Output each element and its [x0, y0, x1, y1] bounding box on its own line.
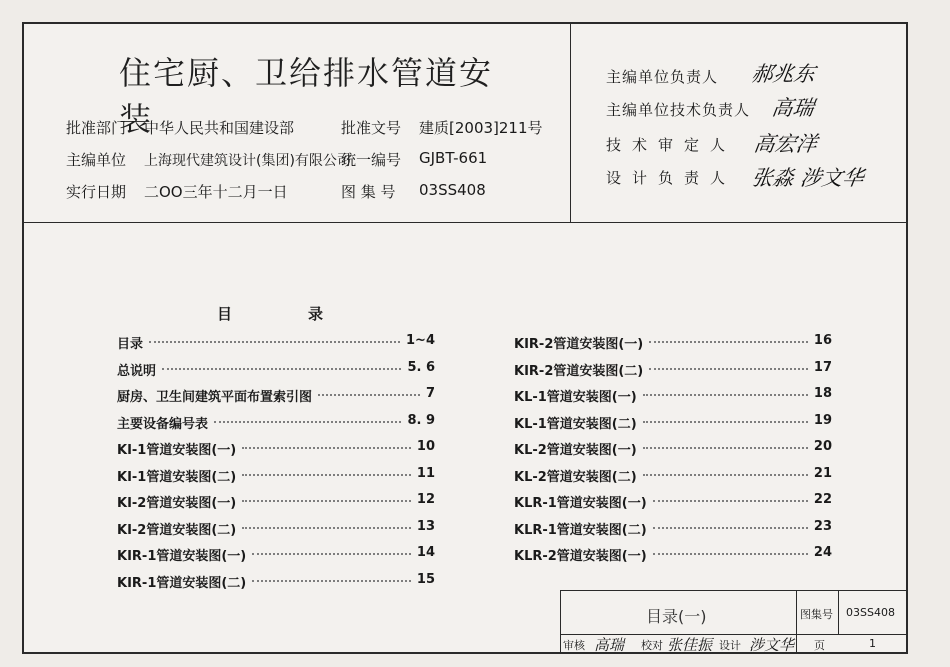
toc-entry-label: KL-2管道安装图(二) [514, 469, 637, 485]
toc-entry-page: 5. 6 [407, 359, 435, 375]
tech-reviewer-label: 技术审定人 [606, 136, 737, 154]
toc-entry-page: 18 [813, 386, 832, 401]
toc-entry-page: 10 [416, 439, 435, 454]
toc-leader-dots [252, 553, 411, 555]
toc-entry-page: 23 [813, 518, 832, 534]
toc-entry-label: 主要设备编号表 [117, 416, 209, 432]
chief-unit-head-label: 主编单位负责人 [606, 68, 719, 86]
approve-dept-value: 中华人民共和国建设部 [144, 119, 295, 137]
titleblock-atlas-value: 03SS408 [846, 606, 895, 619]
toc-entry-page: 15 [416, 571, 435, 587]
toc-entry [117, 333, 435, 351]
toc-entry [514, 519, 832, 537]
design-head-label: 设计负责人 [606, 169, 737, 187]
toc-leader-dots [649, 341, 808, 343]
page-label: 页 [814, 639, 825, 652]
editor-unit-label: 主编单位 [66, 151, 127, 169]
effective-date-label: 实行日期 [66, 183, 127, 201]
toc-entry [514, 413, 832, 431]
toc-entry-page: 13 [416, 518, 435, 534]
toc-entry [514, 439, 832, 457]
toc-leader-dots [643, 394, 808, 396]
sheet-title: 目录(一) [646, 607, 707, 626]
unified-no-label: 统一编号 [341, 151, 402, 169]
toc-entry-page: 1~4 [406, 333, 435, 348]
toc-leader-dots [643, 421, 808, 423]
toc-entry-label: KIR-1管道安装图(二) [117, 575, 247, 591]
chief-tech-head-label: 主编单位技术负责人 [606, 101, 751, 119]
toc-entry [117, 572, 435, 590]
toc-entry [117, 360, 435, 378]
effective-date-value: 二OO三年十二月一日 [144, 183, 288, 201]
unified-no-value: GJBT-661 [419, 149, 488, 167]
toc-heading-right: 录 [308, 305, 324, 323]
toc-entry [514, 333, 832, 351]
check-label: 校对 [641, 639, 663, 652]
toc-entry-page: 21 [813, 465, 832, 481]
toc-entry [514, 492, 832, 510]
toc-leader-dots [653, 527, 808, 529]
toc-heading-left: 目 [217, 305, 233, 323]
toc-entry-page: 8. 9 [407, 412, 435, 428]
toc-entry-label: 目录 [117, 337, 144, 352]
toc-entry [117, 519, 435, 537]
header-divider [24, 222, 906, 223]
toc-leader-dots [649, 368, 808, 370]
atlas-no-value: 03SS408 [419, 181, 486, 199]
toc-entry-label: KL-2管道安装图(一) [514, 443, 637, 458]
header-vertical-divider [570, 24, 571, 222]
toc-leader-dots [252, 580, 411, 582]
toc-leader-dots [162, 368, 401, 370]
chief-unit-head-signature: 郝兆东 [750, 62, 817, 86]
approve-doc-value: 建质[2003]211号 [419, 119, 543, 137]
design-head-signature: 张淼 涉文华 [750, 166, 866, 190]
toc-leader-dots [242, 447, 411, 449]
toc-entry [117, 386, 435, 404]
toc-leader-dots [214, 421, 401, 423]
atlas-title: 住宅厨、卫给排水管道安装 [119, 54, 494, 138]
toc-entry-label: KL-1管道安装图(二) [514, 416, 637, 432]
toc-leader-dots [653, 553, 808, 555]
toc-entry-page: 24 [813, 545, 832, 560]
toc-entry-page: 16 [813, 333, 832, 348]
drawing-sheet [22, 22, 908, 654]
toc-entry-page: 20 [813, 439, 832, 454]
toc-entry-label: KI-1管道安装图(二) [117, 469, 237, 485]
toc-entry-label: KI-2管道安装图(一) [117, 496, 237, 511]
toc-entry [514, 466, 832, 484]
toc-leader-dots [242, 500, 411, 502]
toc-entry-page: 14 [416, 545, 435, 560]
titleblock-atlas-value-line [838, 590, 839, 634]
toc-leader-dots [643, 447, 808, 449]
toc-entry-label: KIR-2管道安装图(二) [514, 363, 644, 379]
atlas-no-label: 图 集 号 [341, 183, 396, 201]
approve-dept-label: 批准部门 [66, 119, 127, 137]
design-signature: 涉文华 [749, 636, 795, 654]
toc-entry [117, 413, 435, 431]
toc-entry-label: KLR-2管道安装图(一) [514, 549, 647, 564]
review-signature: 高瑞 [594, 636, 625, 654]
toc-entry [117, 466, 435, 484]
review-label: 审核 [563, 639, 585, 652]
toc-entry [117, 492, 435, 510]
chief-tech-head-signature: 高瑞 [770, 96, 816, 120]
titleblock-left-line [560, 590, 561, 652]
toc-entry-page: 22 [813, 492, 832, 507]
page-number: 1 [869, 637, 876, 650]
toc-entry [514, 360, 832, 378]
toc-leader-dots [653, 500, 808, 502]
toc-entry [514, 545, 832, 563]
check-signature: 张佳振 [667, 636, 713, 654]
toc-leader-dots [643, 474, 808, 476]
toc-leader-dots [318, 394, 420, 396]
titleblock-atlas-line [796, 590, 797, 652]
toc-entry-label: KLR-1管道安装图(二) [514, 522, 647, 538]
toc-entry-page: 19 [813, 412, 832, 428]
titleblock-atlas-label: 图集号 [800, 608, 833, 621]
approve-doc-label: 批准文号 [341, 119, 402, 137]
toc-entry-label: KL-1管道安装图(一) [514, 390, 637, 405]
toc-entry-label: KI-1管道安装图(一) [117, 443, 237, 458]
editor-unit-value: 上海现代建筑设计(集团)有限公司 [144, 153, 351, 169]
toc-entry-page: 7 [425, 386, 435, 401]
toc-leader-dots [149, 341, 400, 343]
toc-entry-page: 11 [416, 465, 435, 481]
titleblock-top-line [560, 590, 906, 591]
toc-entry [117, 439, 435, 457]
toc-entry-label: 厨房、卫生间建筑平面布置索引图 [117, 390, 313, 405]
tech-reviewer-signature: 高宏洋 [752, 132, 819, 156]
toc-entry-page: 17 [813, 359, 832, 375]
toc-entry [514, 386, 832, 404]
toc-entry-label: 总说明 [117, 363, 157, 379]
toc-leader-dots [242, 527, 411, 529]
toc-entry-label: KIR-1管道安装图(一) [117, 549, 247, 564]
toc-entry-page: 12 [416, 492, 435, 507]
toc-entry-label: KLR-1管道安装图(一) [514, 496, 647, 511]
design-label: 设计 [719, 639, 741, 652]
toc-entry-label: KI-2管道安装图(二) [117, 522, 237, 538]
toc-leader-dots [242, 474, 411, 476]
toc-entry [117, 545, 435, 563]
toc-entry-label: KIR-2管道安装图(一) [514, 337, 644, 352]
